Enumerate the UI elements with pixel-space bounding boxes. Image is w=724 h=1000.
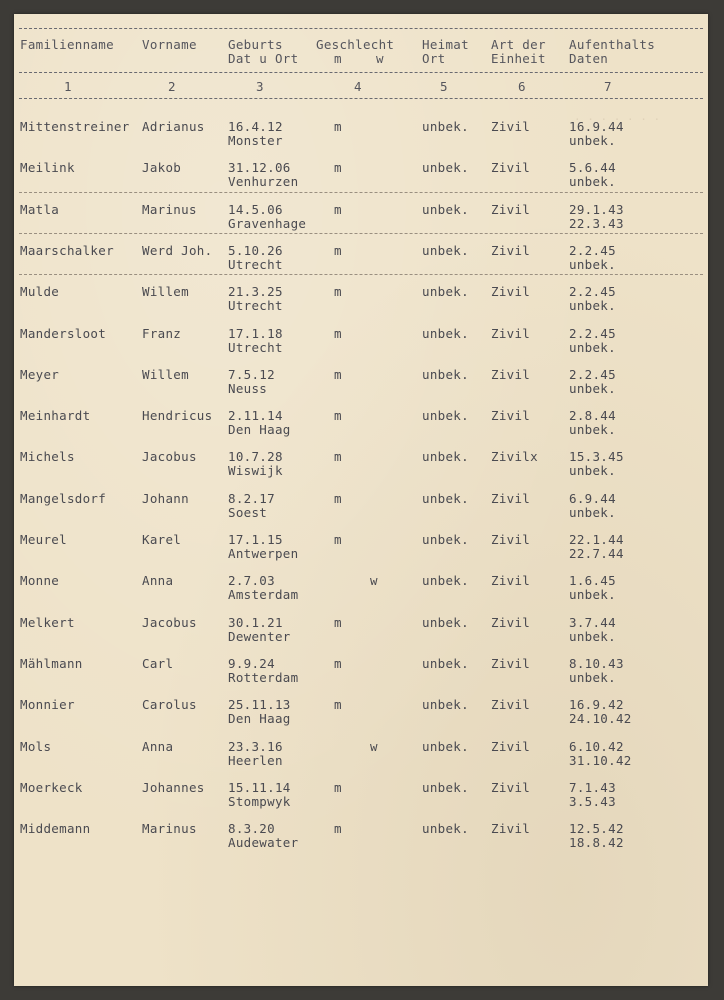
column-number: 4 bbox=[354, 79, 362, 94]
cell-date-from: 2.2.45 bbox=[569, 284, 616, 299]
cell-art: Zivil bbox=[491, 780, 531, 795]
cell-art: Zivilx bbox=[491, 449, 538, 464]
cell-heimat: unbek. bbox=[422, 656, 469, 671]
cell-birth-date: 15.11.14 bbox=[228, 780, 291, 795]
cell-firstname: Marinus bbox=[142, 821, 197, 836]
cell-birth-date: 30.1.21 bbox=[228, 615, 283, 630]
cell-surname: Maarschalker bbox=[20, 243, 114, 258]
cell-surname: Meyer bbox=[20, 367, 60, 382]
cell-birth-date: 14.5.06 bbox=[228, 202, 283, 217]
cell-date-from: 2.8.44 bbox=[569, 408, 616, 423]
cell-sex: m bbox=[334, 615, 342, 630]
cell-art: Zivil bbox=[491, 697, 531, 712]
cell-date-from: 3.7.44 bbox=[569, 615, 616, 630]
cell-birth-place: Dewenter bbox=[228, 629, 291, 644]
cell-surname: Moerkeck bbox=[20, 780, 83, 795]
cell-art: Zivil bbox=[491, 615, 531, 630]
cell-birth-place: Gravenhage bbox=[228, 216, 307, 231]
cell-sex: w bbox=[370, 739, 378, 754]
cell-date-from: 16.9.44 bbox=[569, 119, 624, 134]
cell-heimat: unbek. bbox=[422, 739, 469, 754]
cell-date-from: 16.9.42 bbox=[569, 697, 624, 712]
cell-date-to: unbek. bbox=[569, 629, 616, 644]
cell-surname: Matla bbox=[20, 202, 60, 217]
numbers-rule bbox=[19, 98, 703, 99]
cell-date-to: unbek. bbox=[569, 340, 616, 355]
cell-birth-place: Antwerpen bbox=[228, 546, 299, 561]
header-heimat-sub: Ort bbox=[422, 51, 446, 66]
cell-birth-date: 8.3.20 bbox=[228, 821, 275, 836]
column-number: 5 bbox=[440, 79, 448, 94]
cell-firstname: Willem bbox=[142, 284, 189, 299]
cell-birth-place: Monster bbox=[228, 133, 283, 148]
header-heimat: Heimat bbox=[422, 37, 469, 52]
cell-art: Zivil bbox=[491, 119, 531, 134]
cell-sex: m bbox=[334, 160, 342, 175]
header-familienname: Familienname bbox=[20, 37, 114, 52]
cell-surname: Monnier bbox=[20, 697, 75, 712]
cell-art: Zivil bbox=[491, 532, 531, 547]
cell-date-to: unbek. bbox=[569, 257, 616, 272]
cell-birth-place: Utrecht bbox=[228, 298, 283, 313]
cell-birth-date: 8.2.17 bbox=[228, 491, 275, 506]
cell-firstname: Carolus bbox=[142, 697, 197, 712]
cell-date-to: 18.8.42 bbox=[569, 835, 624, 850]
cell-firstname: Werd Joh. bbox=[142, 243, 213, 258]
cell-date-to: 31.10.42 bbox=[569, 753, 632, 768]
header-art: Art der bbox=[491, 37, 546, 52]
cell-firstname: Hendricus bbox=[142, 408, 213, 423]
column-number: 1 bbox=[64, 79, 72, 94]
cell-birth-place: Audewater bbox=[228, 835, 299, 850]
cell-firstname: Johannes bbox=[142, 780, 205, 795]
cell-firstname: Carl bbox=[142, 656, 174, 671]
cell-date-to: unbek. bbox=[569, 381, 616, 396]
cell-birth-date: 10.7.28 bbox=[228, 449, 283, 464]
cell-birth-place: Utrecht bbox=[228, 257, 283, 272]
cell-surname: Meilink bbox=[20, 160, 75, 175]
header-aufenthalts: Aufenthalts bbox=[569, 37, 656, 52]
header-geschlecht-m: m bbox=[334, 51, 342, 66]
cell-heimat: unbek. bbox=[422, 284, 469, 299]
cell-art: Zivil bbox=[491, 656, 531, 671]
cell-date-to: unbek. bbox=[569, 174, 616, 189]
cell-surname: Melkert bbox=[20, 615, 75, 630]
cell-firstname: Jakob bbox=[142, 160, 182, 175]
cell-sex: m bbox=[334, 656, 342, 671]
header-vorname: Vorname bbox=[142, 37, 197, 52]
cell-art: Zivil bbox=[491, 326, 531, 341]
cell-surname: Michels bbox=[20, 449, 75, 464]
cell-birth-place: Neuss bbox=[228, 381, 268, 396]
cell-sex: m bbox=[334, 367, 342, 382]
bleed-through: . . . . . . . bbox=[574, 110, 661, 123]
cell-date-to: unbek. bbox=[569, 587, 616, 602]
column-number: 7 bbox=[604, 79, 612, 94]
cell-date-to: unbek. bbox=[569, 505, 616, 520]
cell-sex: m bbox=[334, 491, 342, 506]
cell-heimat: unbek. bbox=[422, 532, 469, 547]
cell-birth-place: Rotterdam bbox=[228, 670, 299, 685]
cell-date-from: 6.9.44 bbox=[569, 491, 616, 506]
cell-birth-place: Amsterdam bbox=[228, 587, 299, 602]
column-number: 3 bbox=[256, 79, 264, 94]
cell-birth-date: 25.11.13 bbox=[228, 697, 291, 712]
header-geschlecht: Geschlecht bbox=[316, 37, 395, 52]
cell-surname: Monne bbox=[20, 573, 60, 588]
cell-birth-place: Wiswijk bbox=[228, 463, 283, 478]
cell-sex: m bbox=[334, 532, 342, 547]
cell-surname: Mangelsdorf bbox=[20, 491, 107, 506]
cell-firstname: Jacobus bbox=[142, 449, 197, 464]
cell-date-to: 22.3.43 bbox=[569, 216, 624, 231]
header-aufenthalts-sub: Daten bbox=[569, 51, 609, 66]
cell-birth-place: Den Haag bbox=[228, 711, 291, 726]
row-separator bbox=[19, 233, 703, 234]
cell-sex: m bbox=[334, 821, 342, 836]
cell-sex: m bbox=[334, 449, 342, 464]
cell-heimat: unbek. bbox=[422, 821, 469, 836]
cell-date-from: 7.1.43 bbox=[569, 780, 616, 795]
cell-firstname: Marinus bbox=[142, 202, 197, 217]
cell-sex: m bbox=[334, 326, 342, 341]
cell-birth-date: 21.3.25 bbox=[228, 284, 283, 299]
cell-surname: Mulde bbox=[20, 284, 60, 299]
cell-heimat: unbek. bbox=[422, 160, 469, 175]
cell-heimat: unbek. bbox=[422, 367, 469, 382]
cell-sex: m bbox=[334, 408, 342, 423]
cell-date-from: 12.5.42 bbox=[569, 821, 624, 836]
cell-birth-date: 16.4.12 bbox=[228, 119, 283, 134]
cell-heimat: unbek. bbox=[422, 697, 469, 712]
cell-birth-place: Den Haag bbox=[228, 422, 291, 437]
cell-birth-date: 9.9.24 bbox=[228, 656, 275, 671]
cell-heimat: unbek. bbox=[422, 243, 469, 258]
cell-sex: w bbox=[370, 573, 378, 588]
cell-heimat: unbek. bbox=[422, 119, 469, 134]
cell-birth-place: Soest bbox=[228, 505, 268, 520]
header-art-sub: Einheit bbox=[491, 51, 546, 66]
cell-date-to: 3.5.43 bbox=[569, 794, 616, 809]
cell-surname: Mandersloot bbox=[20, 326, 107, 341]
cell-birth-place: Heerlen bbox=[228, 753, 283, 768]
cell-sex: m bbox=[334, 284, 342, 299]
cell-date-to: unbek. bbox=[569, 463, 616, 478]
cell-art: Zivil bbox=[491, 243, 531, 258]
cell-birth-date: 23.3.16 bbox=[228, 739, 283, 754]
cell-date-from: 29.1.43 bbox=[569, 202, 624, 217]
cell-date-from: 2.2.45 bbox=[569, 367, 616, 382]
header-geburts-sub: Dat u Ort bbox=[228, 51, 299, 66]
cell-art: Zivil bbox=[491, 491, 531, 506]
header-geschlecht-w: w bbox=[376, 51, 384, 66]
cell-date-from: 2.2.45 bbox=[569, 326, 616, 341]
cell-surname: Mittenstreiner bbox=[20, 119, 130, 134]
cell-firstname: Jacobus bbox=[142, 615, 197, 630]
top-rule bbox=[19, 28, 703, 29]
cell-art: Zivil bbox=[491, 821, 531, 836]
header-rule bbox=[19, 72, 703, 73]
cell-firstname: Adrianus bbox=[142, 119, 205, 134]
cell-art: Zivil bbox=[491, 367, 531, 382]
cell-art: Zivil bbox=[491, 408, 531, 423]
cell-birth-date: 17.1.15 bbox=[228, 532, 283, 547]
cell-art: Zivil bbox=[491, 202, 531, 217]
cell-date-from: 22.1.44 bbox=[569, 532, 624, 547]
cell-date-from: 1.6.45 bbox=[569, 573, 616, 588]
cell-heimat: unbek. bbox=[422, 615, 469, 630]
cell-surname: Mols bbox=[20, 739, 52, 754]
cell-date-to: unbek. bbox=[569, 670, 616, 685]
column-number: 6 bbox=[518, 79, 526, 94]
cell-date-to: 22.7.44 bbox=[569, 546, 624, 561]
cell-birth-date: 31.12.06 bbox=[228, 160, 291, 175]
header-geburts: Geburts bbox=[228, 37, 283, 52]
cell-art: Zivil bbox=[491, 284, 531, 299]
cell-date-to: unbek. bbox=[569, 133, 616, 148]
cell-heimat: unbek. bbox=[422, 449, 469, 464]
cell-sex: m bbox=[334, 119, 342, 134]
cell-birth-date: 2.7.03 bbox=[228, 573, 275, 588]
row-separator bbox=[19, 192, 703, 193]
cell-date-to: 24.10.42 bbox=[569, 711, 632, 726]
cell-birth-date: 17.1.18 bbox=[228, 326, 283, 341]
cell-sex: m bbox=[334, 243, 342, 258]
cell-firstname: Franz bbox=[142, 326, 182, 341]
cell-birth-date: 2.11.14 bbox=[228, 408, 283, 423]
cell-date-from: 2.2.45 bbox=[569, 243, 616, 258]
row-separator bbox=[19, 274, 703, 275]
cell-heimat: unbek. bbox=[422, 573, 469, 588]
cell-firstname: Johann bbox=[142, 491, 189, 506]
cell-date-from: 6.10.42 bbox=[569, 739, 624, 754]
cell-art: Zivil bbox=[491, 739, 531, 754]
cell-art: Zivil bbox=[491, 573, 531, 588]
cell-sex: m bbox=[334, 202, 342, 217]
cell-surname: Middemann bbox=[20, 821, 91, 836]
cell-firstname: Anna bbox=[142, 573, 174, 588]
cell-firstname: Anna bbox=[142, 739, 174, 754]
cell-firstname: Karel bbox=[142, 532, 182, 547]
cell-heimat: unbek. bbox=[422, 326, 469, 341]
cell-date-from: 5.6.44 bbox=[569, 160, 616, 175]
cell-art: Zivil bbox=[491, 160, 531, 175]
cell-heimat: unbek. bbox=[422, 202, 469, 217]
document-page bbox=[14, 14, 708, 986]
cell-date-from: 8.10.43 bbox=[569, 656, 624, 671]
cell-heimat: unbek. bbox=[422, 408, 469, 423]
cell-birth-place: Venhurzen bbox=[228, 174, 299, 189]
cell-birth-place: Utrecht bbox=[228, 340, 283, 355]
cell-heimat: unbek. bbox=[422, 491, 469, 506]
column-number: 2 bbox=[168, 79, 176, 94]
cell-surname: Mählmann bbox=[20, 656, 83, 671]
cell-surname: Meinhardt bbox=[20, 408, 91, 423]
cell-birth-place: Stompwyk bbox=[228, 794, 291, 809]
cell-date-from: 15.3.45 bbox=[569, 449, 624, 464]
cell-date-to: unbek. bbox=[569, 422, 616, 437]
cell-heimat: unbek. bbox=[422, 780, 469, 795]
cell-birth-date: 5.10.26 bbox=[228, 243, 283, 258]
cell-birth-date: 7.5.12 bbox=[228, 367, 275, 382]
cell-firstname: Willem bbox=[142, 367, 189, 382]
cell-sex: m bbox=[334, 780, 342, 795]
cell-sex: m bbox=[334, 697, 342, 712]
cell-date-to: unbek. bbox=[569, 298, 616, 313]
cell-surname: Meurel bbox=[20, 532, 67, 547]
